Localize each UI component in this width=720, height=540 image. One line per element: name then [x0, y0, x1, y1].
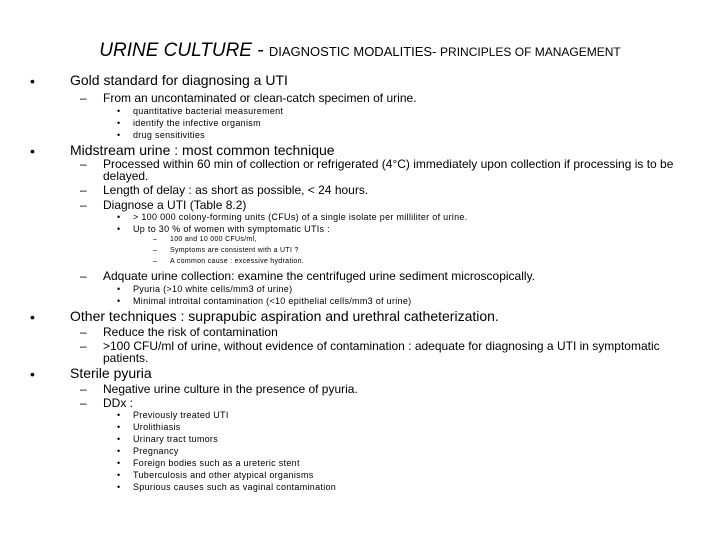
dash-icon: – [80, 339, 87, 353]
bullet-icon: • [117, 284, 121, 294]
bullet-icon: • [117, 470, 121, 480]
list-item: quantitative bacterial measurement [133, 106, 284, 116]
dash-icon: – [153, 258, 158, 265]
list-item: Tuberculosis and other atypical organisms [133, 470, 314, 480]
sub-processed-cont: delayed. [103, 169, 149, 183]
bullet-icon: • [117, 118, 121, 128]
list-item: Pyuria (>10 white cells/mm3 of urine) [133, 284, 293, 294]
dash-icon: – [80, 183, 87, 197]
title-tail: PRINCIPLES OF MANAGEMENT [440, 45, 621, 59]
title-main: URINE CULTURE - [99, 40, 269, 61]
slide-title [0, 40, 720, 62]
dash-icon: – [80, 269, 87, 283]
bullet-icon: • [117, 434, 121, 444]
title-sub: DIAGNOSTIC MODALITIES- [268, 44, 441, 59]
list-item: drug sensitivities [133, 130, 205, 140]
list-item: Urinary tract tumors [133, 434, 219, 444]
bullet-icon: • [30, 73, 35, 89]
sub-reduce-risk: Reduce the risk of contamination [103, 325, 278, 339]
sub-length-delay: Length of delay : as short as possible, < 24 hours. [103, 183, 369, 197]
list-item: identify the infective organism [133, 118, 261, 128]
bullet-icon: • [117, 296, 121, 306]
heading-gold-standard: Gold standard for diagnosing a UTI [70, 72, 288, 88]
bullet-icon: • [117, 410, 121, 420]
dash-icon: – [80, 382, 87, 396]
sub-negative-culture: Negative urine culture in the presence of pyuria. [103, 382, 358, 396]
bullet-icon: • [30, 143, 35, 159]
bullet-icon: • [117, 422, 121, 432]
sub-cfu-threshold-cont: patients. [103, 351, 149, 365]
dash-icon: – [80, 325, 87, 339]
list-item: Minimal introital contamination (<10 epithelial cells/mm3 of urine) [133, 296, 412, 306]
dash-icon: – [80, 157, 87, 171]
dash-icon: – [80, 91, 87, 105]
list-item: Foreign bodies such as a ureteric stent [133, 458, 300, 468]
sub-adquate-collection: Adquate urine collection: examine the centrifuged urine sediment microscopically. [103, 269, 536, 283]
bullet-icon: • [117, 106, 121, 116]
nested-item: A common cause : excessive hydration. [170, 258, 305, 265]
bullet-icon: • [117, 130, 121, 140]
list-item: Spurious causes such as vaginal contamination [133, 482, 337, 492]
dash-icon: – [80, 396, 87, 410]
bullet-icon: • [117, 482, 121, 492]
list-item: Up to 30 % of women with symptomatic UTIs : [133, 224, 330, 234]
bullet-icon: • [117, 212, 121, 222]
heading-sterile-pyuria: Sterile pyuria [70, 365, 152, 381]
dash-icon: – [153, 247, 158, 254]
dash-icon: – [153, 236, 158, 243]
heading-other-techniques: Other techniques : suprapubic aspiration and urethral catheterization. [70, 308, 499, 324]
sub-ddx: DDx : [103, 396, 133, 410]
bullet-icon: • [30, 366, 35, 382]
sub-diagnose-uti: Diagnose a UTI (Table 8.2) [103, 198, 247, 212]
sub-uncontaminated: From an uncontaminated or clean-catch specimen of urine. [103, 91, 417, 105]
list-item: > 100 000 colony-forming units (CFUs) of a single isolate per milliliter of urine. [133, 212, 468, 222]
sub-cfu-threshold: >100 CFU/ml of urine, without evidence of contamination : adequate for diagnosing a UTI in symptomatic [103, 339, 660, 353]
list-item: Urolithiasis [133, 422, 181, 432]
bullet-icon: • [30, 309, 35, 325]
nested-item: 100 and 10 000 CFUs/ml, [170, 236, 257, 243]
list-item: Previously treated UTI [133, 410, 229, 420]
bullet-icon: • [117, 446, 121, 456]
bullet-icon: • [117, 224, 121, 234]
heading-midstream: Midstream urine : most common technique [70, 142, 335, 158]
list-item: Pregnancy [133, 446, 179, 456]
bullet-icon: • [117, 458, 121, 468]
dash-icon: – [80, 198, 87, 212]
sub-processed: Processed within 60 min of collection or refrigerated (4°C) immediately upon collection if processing is to be [103, 157, 674, 171]
nested-item: Symptoms are consistent with a UTI ? [170, 247, 299, 254]
